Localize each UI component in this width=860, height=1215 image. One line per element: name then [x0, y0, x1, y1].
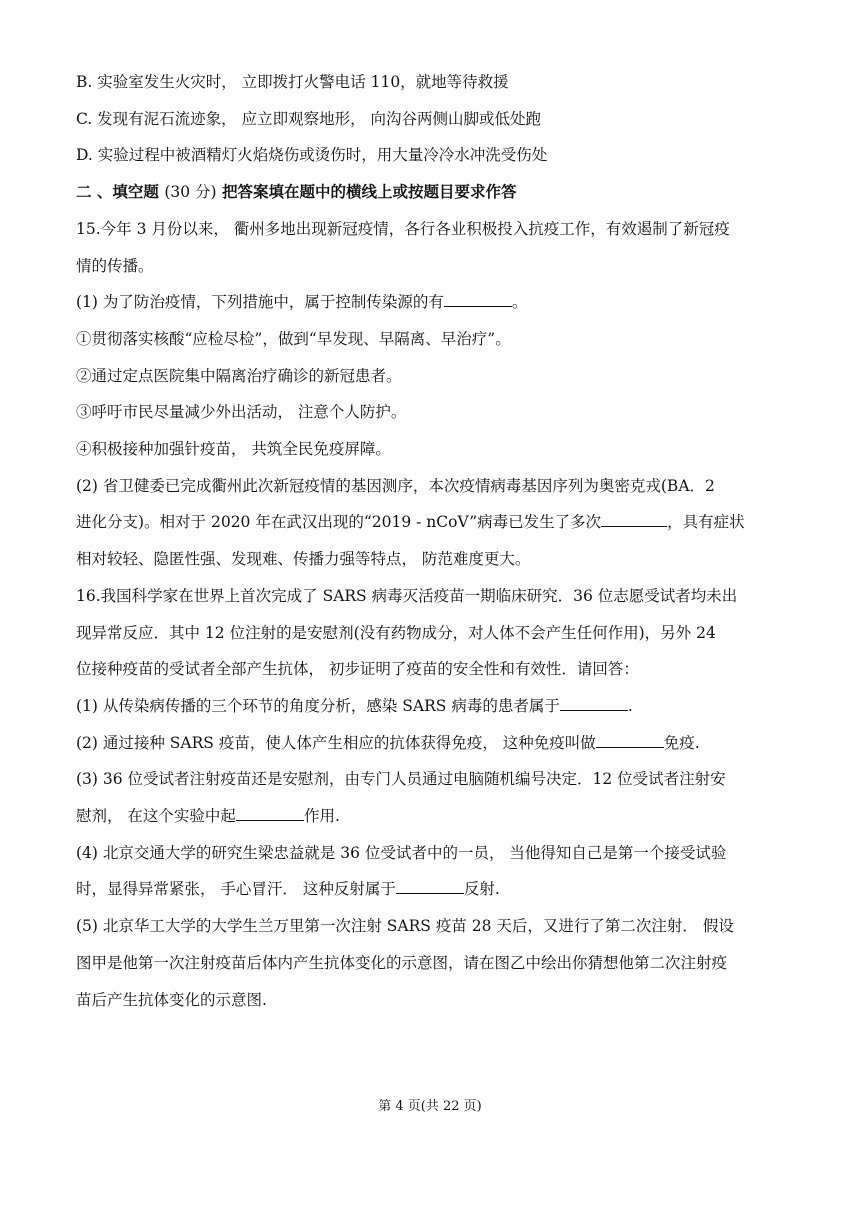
q16-part1-text: (1) 从传染病传播的三个环节的角度分析，感染 SARS 病毒的患者属于	[76, 696, 560, 715]
section-instruction: 把答案填在题中的横线上或按题目要求作答	[221, 183, 517, 202]
option-c: C. 发现有泥石流迹象， 应立即观察地形， 向沟谷两侧山脚或低处跑	[76, 109, 542, 128]
q15-option-1: ①贯彻落实核酸“应检尽检”，做到“早发现、早隔离、早治疗”。	[76, 329, 511, 348]
answer-blank[interactable]	[396, 878, 464, 894]
q16-part1	[76, 694, 792, 718]
q15-part2-end: ，具有症状	[667, 513, 745, 532]
option-b: B. 实验室发生火灾时， 立即拨打火警电话 110，就地等待救援	[76, 73, 509, 91]
q16-part3-line2	[76, 804, 792, 828]
q15-part1-text: (1) 为了防治疫情，下列措施中，属于控制传染源的有	[76, 293, 444, 312]
q16-part2-text: (2) 通过接种 SARS 疫苗，使人体产生相应的抗体获得免疫， 这种免疫叫做	[76, 733, 596, 752]
q15-part2-text: 进化分支)。相对于 2020 年在武汉出现的“2019 - nCoV”病毒已发生了多次	[76, 513, 602, 532]
q16-part4-text: 时，显得异常紧张， 手心冒汗． 这种反射属于	[76, 880, 396, 899]
q16-stem-line2: 现异常反应．其中 12 位注射的是安慰剂(没有药物成分，对人体不会产生任何作用)，另外 24	[76, 623, 716, 642]
q16-stem-line3: 位接种疫苗的受试者全部产生抗体， 初步证明了疫苗的安全性和有效性．请回答：	[76, 660, 639, 679]
answer-blank[interactable]	[560, 695, 628, 711]
q16-part3-text: 慰剂， 在这个实验中起	[76, 807, 236, 826]
answer-blank[interactable]	[596, 732, 664, 748]
q15-stem-line2: 情的传播。	[76, 256, 154, 275]
q16-part4-line1: (4) 北京交通大学的研究生梁忠益就是 36 位受试者中的一员， 当他得知自己是第一个接受试验	[76, 843, 727, 862]
q15-part2-line1: (2) 省卫健委已完成衢州此次新冠疫情的基因测序，本次疫情病毒基因序列为奥密克戎(BA．2	[76, 476, 715, 495]
q15-part1	[76, 290, 792, 314]
q15-part2-line3: 相对较轻、隐匿性强、发现难、传播力强等特点， 防范难度更大。	[76, 550, 531, 569]
q15-option-3: ③呼吁市民尽量减少外出活动， 注意个人防护。	[76, 403, 407, 422]
section-score: (30 分)	[164, 183, 217, 202]
section-title: 二 、填空题	[76, 183, 159, 202]
q16-part1-end: .	[627, 696, 633, 715]
q16-part3-end: 作用.	[303, 807, 340, 826]
q16-part5-line2: 图甲是他第一次注射疫苗后体内产生抗体变化的示意图，请在图乙中绘出你猜想他第二次注射疫	[76, 953, 728, 972]
q16-part4-line2	[76, 877, 792, 901]
q16-part5-line1: (5) 北京华工大学的大学生兰万里第一次注射 SARS 疫苗 28 天后，又进行了第二次注射． 假设	[76, 917, 734, 936]
q15-stem-line1: 15.今年 3 月份以来， 衢州多地出现新冠疫情，各行各业积极投入抗疫工作，有效遏制了新冠疫	[76, 219, 730, 238]
document-page	[76, 70, 792, 1024]
q16-part3-line1: (3) 36 位受试者注射疫苗还是安慰剂，由专门人员通过电脑随机编号决定．12 位受试者注射安	[76, 770, 726, 789]
q16-part5-line3: 苗后产生抗体变化的示意图.	[76, 990, 267, 1009]
answer-blank[interactable]	[236, 805, 304, 821]
q16-part2-end: 免疫.	[663, 733, 700, 752]
section-heading	[76, 180, 792, 204]
page-number: 第 4 页(共 22 页)	[378, 1099, 482, 1114]
answer-blank[interactable]	[444, 291, 512, 307]
q16-stem-line1: 16.我国科学家在世界上首次完成了 SARS 病毒灭活疫苗一期临床研究．36 位志愿受试者均未出	[76, 586, 738, 605]
q16-part4-end: 反射.	[463, 880, 500, 899]
q15-part1-end: 。	[511, 293, 528, 312]
q15-option-2: ②通过定点医院集中隔离治疗确诊的新冠患者。	[76, 366, 402, 385]
answer-blank[interactable]	[601, 511, 667, 527]
option-d: D. 实验过程中被酒精灯火焰烧伤或烫伤时，用大量冷冷水冲洗受伤处	[76, 146, 548, 165]
q16-part2	[76, 731, 792, 755]
q15-part2-line2	[76, 510, 792, 534]
q15-option-4: ④积极接种加强针疫苗， 共筑全民免疫屏障。	[76, 440, 391, 459]
